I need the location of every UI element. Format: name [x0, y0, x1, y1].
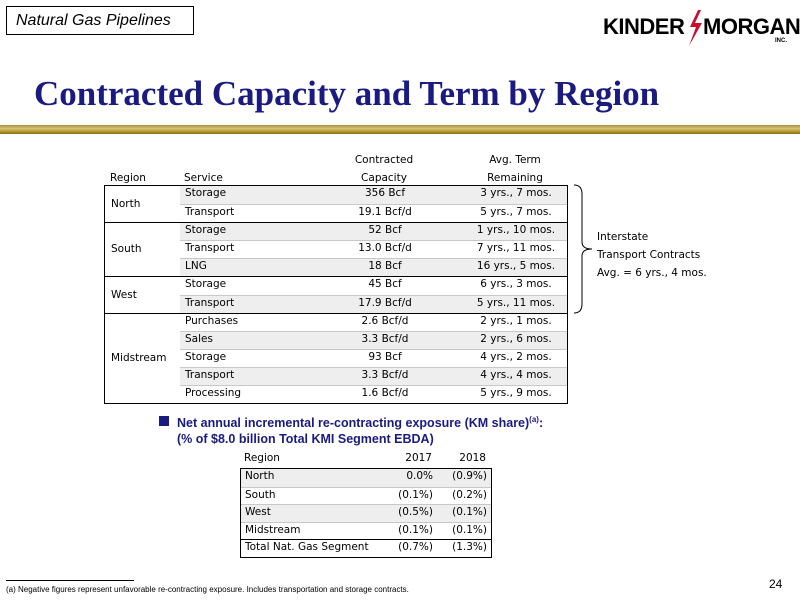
footnote: (a) Negative figures represent unfavorable re-contracting exposure. Includes transportation and storage contracts.	[6, 585, 409, 594]
table-row	[180, 240, 567, 258]
header-term-line1: Avg. Term	[489, 154, 541, 166]
table-row	[180, 349, 567, 367]
interstate-note-line2: Transport Contracts	[597, 249, 701, 261]
logo-text-left: KINDER	[603, 14, 685, 39]
service-cell: Storage	[185, 351, 227, 364]
kinder-morgan-logo	[603, 14, 800, 48]
exposure-table-body	[240, 468, 492, 558]
service-cell: Storage	[185, 277, 227, 290]
capacity-cell: 17.9 Bcf/d	[358, 296, 412, 309]
service-cell: Storage	[185, 187, 227, 199]
region-name: North	[111, 197, 141, 210]
term-cell: 3 yrs., 7 mos.	[480, 187, 552, 199]
term-cell: 4 yrs., 2 mos.	[480, 351, 552, 364]
interstate-note-line1: Interstate	[597, 231, 649, 243]
capacity-cell: 18 Bcf	[368, 260, 402, 273]
region-group	[104, 276, 568, 313]
title-rule	[0, 125, 800, 134]
bracket	[572, 184, 594, 314]
region-name: West	[111, 288, 137, 301]
bullet-line2: (% of $8.0 billion Total KMI Segment EBDA)	[177, 432, 434, 447]
term-cell: 5 yrs., 9 mos.	[480, 386, 552, 399]
table-row	[180, 204, 567, 222]
capacity-cell: 45 Bcf	[368, 277, 402, 290]
table-row	[180, 295, 567, 313]
exp-2018-cell: (0.1%)	[452, 506, 487, 518]
exp-region-cell: Midstream	[245, 523, 301, 536]
exp-region-cell: West	[245, 506, 271, 518]
table-row	[241, 504, 491, 522]
header-capacity-line2: Capacity	[361, 172, 407, 184]
header-capacity-line1: Contracted	[354, 154, 414, 166]
table-row	[180, 331, 567, 349]
exp-2018-cell: (0.2%)	[452, 488, 487, 501]
bullet-line1: Net annual incremental re-contracting exposure (KM share)	[177, 416, 530, 431]
page-title: Contracted Capacity and Term by Region	[34, 74, 660, 113]
exp-header-2018: 2018	[459, 452, 486, 464]
term-cell: 5 yrs., 11 mos.	[476, 296, 556, 309]
header-region: Region	[110, 172, 146, 184]
table-row	[241, 487, 491, 505]
exp-2017-cell: 0.0%	[406, 470, 433, 482]
capacity-cell: 93 Bcf	[368, 351, 402, 364]
region-group	[104, 185, 568, 222]
term-cell: 7 yrs., 11 mos.	[476, 242, 556, 255]
exp-region-cell: North	[245, 470, 275, 482]
table-row	[241, 522, 491, 540]
lightning-bolt-icon	[686, 10, 704, 46]
exp-2018-cell: (1.3%)	[452, 541, 487, 553]
logo-text-right: MORGAN	[703, 14, 800, 39]
service-cell: Sales	[185, 333, 213, 346]
exp-2017-cell: (0.7%)	[398, 541, 433, 553]
region-name: South	[111, 243, 142, 256]
table-row	[241, 469, 491, 487]
service-cell: Storage	[185, 223, 227, 236]
section-tag: Natural Gas Pipelines	[6, 6, 194, 35]
region-group	[104, 222, 568, 276]
exp-2018-cell: (0.1%)	[452, 523, 487, 536]
capacity-cell: 1.6 Bcf/d	[361, 386, 409, 399]
capacity-cell: 356 Bcf	[364, 187, 406, 199]
bullet-line1-end: :	[538, 416, 544, 431]
page-number: 24	[769, 577, 783, 591]
bullet-footnote-ref: (a)	[529, 415, 539, 424]
exp-header-2017: 2017	[405, 452, 432, 464]
service-cell: Transport	[185, 296, 235, 309]
term-cell: 4 yrs., 4 mos.	[480, 368, 552, 381]
exp-2018-cell: (0.9%)	[452, 470, 487, 482]
service-cell: Purchases	[185, 314, 239, 327]
header-term-line2: Remaining	[487, 172, 543, 184]
term-cell: 1 yrs., 10 mos.	[476, 223, 556, 236]
capacity-cell: 13.0 Bcf/d	[358, 242, 412, 255]
term-cell: 6 yrs., 3 mos.	[480, 277, 552, 290]
capacity-table-body	[104, 185, 568, 404]
capacity-cell: 3.3 Bcf/d	[361, 368, 409, 381]
service-cell: Transport	[185, 205, 235, 218]
bullet-square-icon	[159, 416, 169, 426]
table-row	[180, 223, 567, 241]
interstate-note	[597, 228, 707, 282]
exp-2017-cell: (0.1%)	[398, 488, 433, 501]
footnote-divider	[6, 580, 134, 581]
service-cell: LNG	[185, 260, 207, 273]
capacity-cell: 52 Bcf	[368, 223, 402, 236]
table-row	[180, 367, 567, 385]
exp-region-cell: Total Nat. Gas Segment	[245, 541, 369, 553]
exp-region-cell: South	[245, 488, 276, 501]
header-service: Service	[184, 172, 223, 184]
table-row	[180, 277, 567, 295]
term-cell: 2 yrs., 6 mos.	[480, 333, 552, 346]
capacity-cell: 2.6 Bcf/d	[361, 314, 409, 327]
exp-header-region: Region	[244, 452, 280, 464]
logo-inc: INC.	[775, 38, 787, 44]
region-group	[104, 313, 568, 404]
bullet-text	[177, 412, 543, 447]
table-row	[180, 314, 567, 332]
table-row	[180, 385, 567, 403]
term-cell: 2 yrs., 1 mos.	[480, 314, 552, 327]
term-cell: 16 yrs., 5 mos.	[476, 260, 556, 273]
total-row	[241, 539, 491, 557]
service-cell: Transport	[185, 242, 235, 255]
service-cell: Transport	[185, 368, 235, 381]
capacity-cell: 19.1 Bcf/d	[358, 205, 412, 218]
capacity-cell: 3.3 Bcf/d	[361, 333, 409, 346]
interstate-note-line3: Avg. = 6 yrs., 4 mos.	[597, 267, 707, 279]
exp-2017-cell: (0.5%)	[398, 506, 433, 518]
region-name: Midstream	[111, 352, 167, 365]
term-cell: 5 yrs., 7 mos.	[480, 205, 552, 218]
table-row	[180, 258, 567, 276]
exp-2017-cell: (0.1%)	[398, 523, 433, 536]
service-cell: Processing	[185, 386, 242, 399]
table-row	[180, 186, 567, 204]
